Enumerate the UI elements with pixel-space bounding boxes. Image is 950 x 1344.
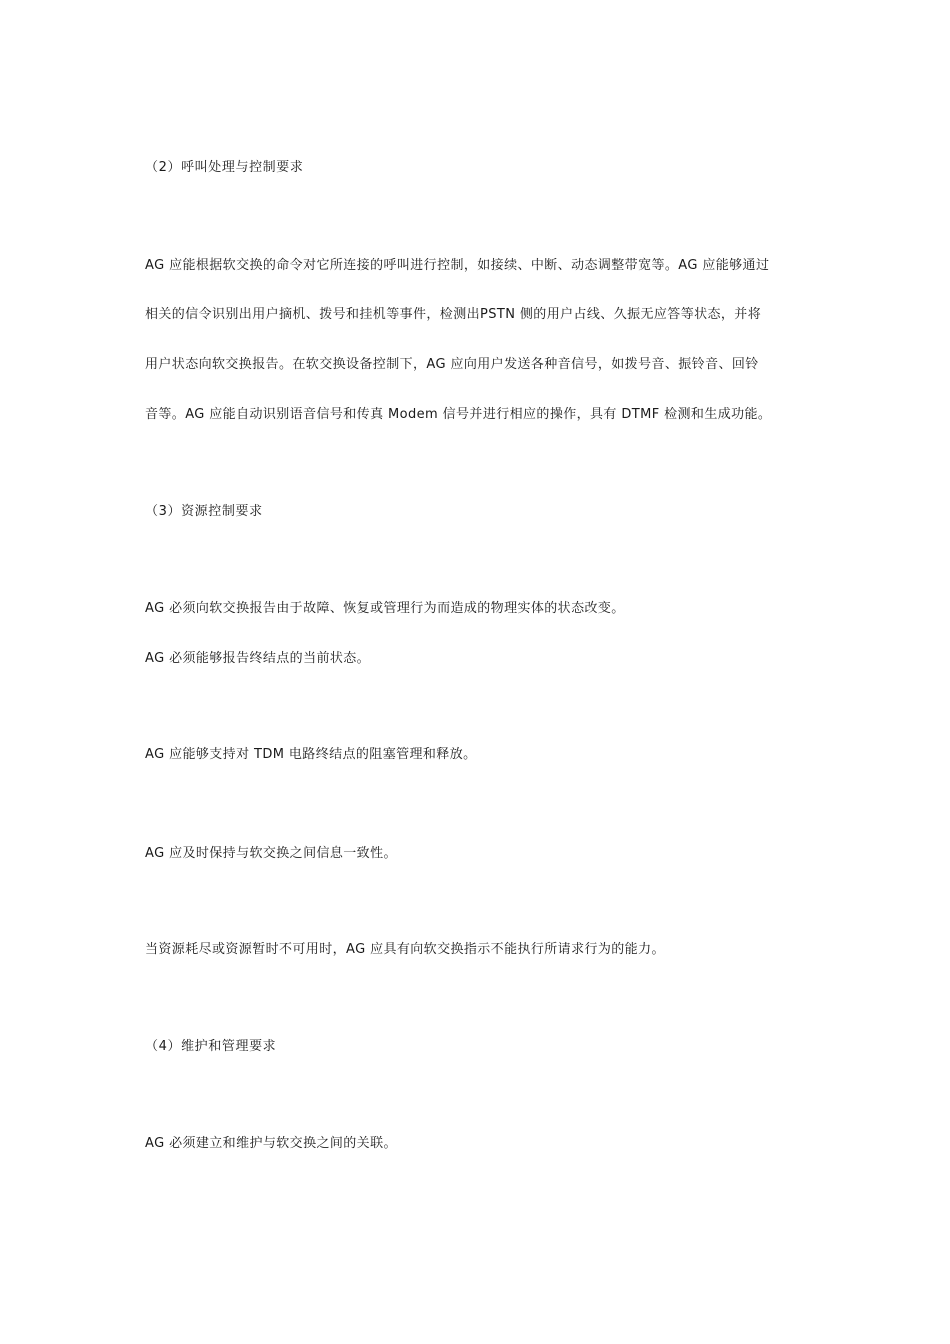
paragraph-line-4: 音等。AG 应能自动识别语音信号和传真 Modem 信号并进行相应的操作，具有 DTMF 检测和生成功能。 [145, 407, 772, 422]
resource-item-4: AG 应及时保持与软交换之间信息一致性。 [145, 846, 397, 861]
paragraph-line-2: 相关的信令识别出用户摘机、拨号和挂机等事件，检测出PSTN 侧的用户占线、久振无应答等状态，并将 [145, 307, 762, 322]
section-heading-resource-control: （3）资源控制要求 [145, 504, 263, 519]
maintenance-item-1: AG 必须建立和维护与软交换之间的关联。 [145, 1136, 397, 1151]
resource-item-1: AG 必须向软交换报告由于故障、恢复或管理行为而造成的物理实体的状态改变。 [145, 601, 625, 616]
paragraph-line-3: 用户状态向软交换报告。在软交换设备控制下，AG 应向用户发送各种音信号，如拨号音、振铃音、回铃 [145, 357, 759, 372]
resource-item-5: 当资源耗尽或资源暂时不可用时，AG 应具有向软交换指示不能执行所请求行为的能力。 [145, 942, 665, 957]
section-heading-maintenance: （4）维护和管理要求 [145, 1039, 277, 1054]
section-heading-call-control: （2）呼叫处理与控制要求 [145, 160, 304, 175]
paragraph-line-1: AG 应能根据软交换的命令对它所连接的呼叫进行控制，如接续、中断、动态调整带宽等。AG 应能够通过 [145, 258, 770, 273]
resource-item-2: AG 必须能够报告终结点的当前状态。 [145, 651, 371, 666]
resource-item-3: AG 应能够支持对 TDM 电路终结点的阻塞管理和释放。 [145, 747, 477, 762]
